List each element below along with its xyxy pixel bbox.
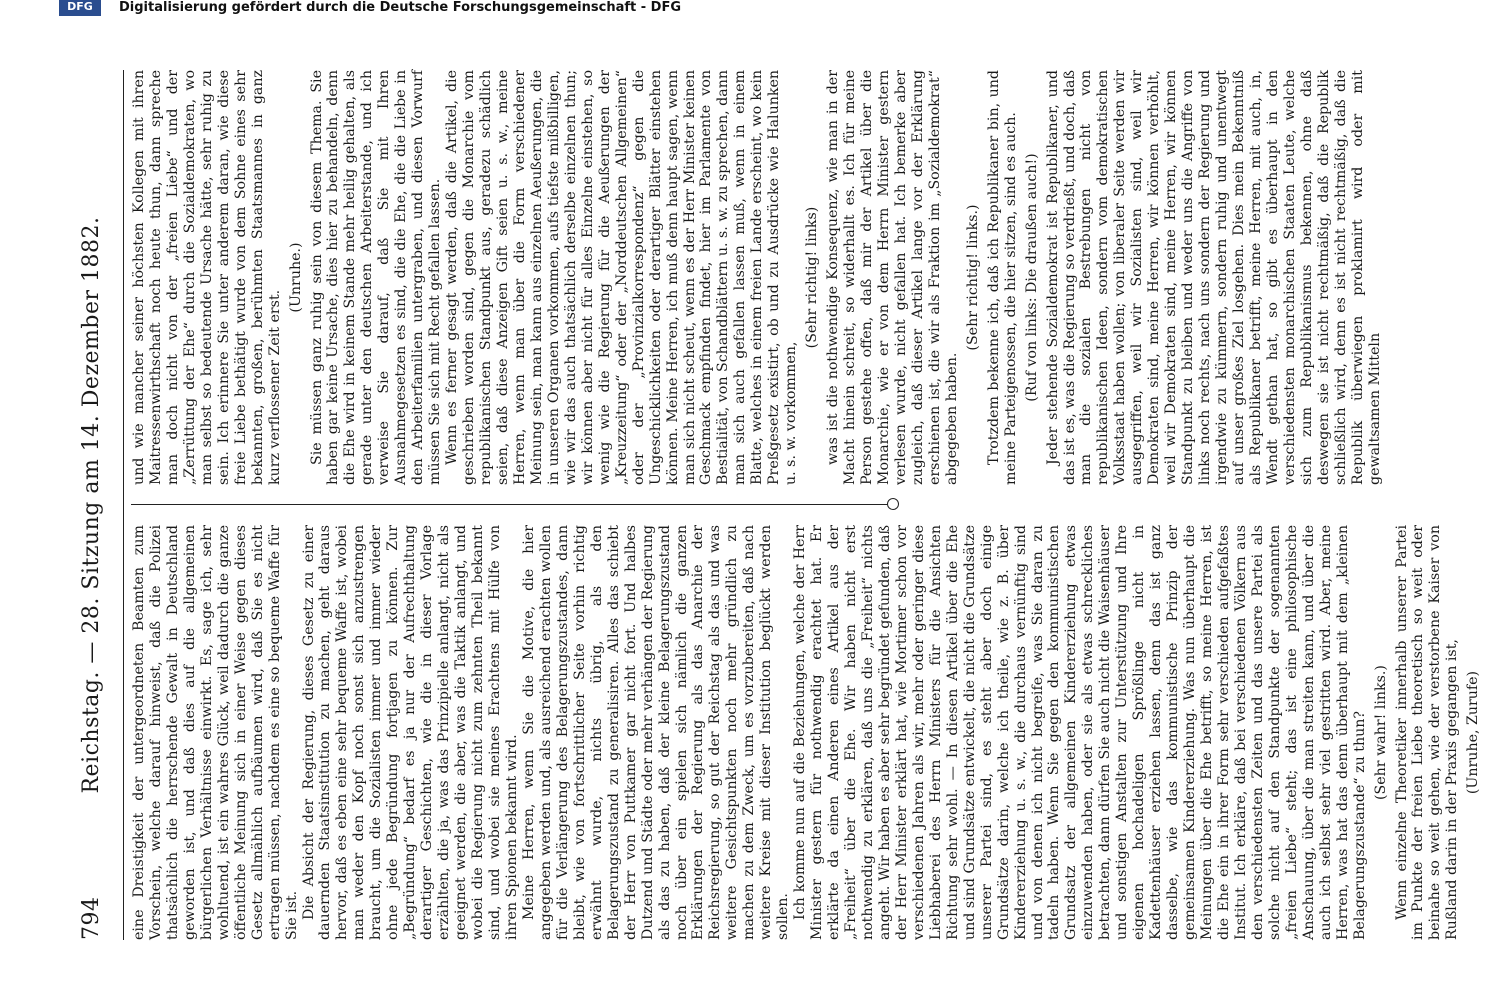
parliamentary-remark: (Sehr wahr! links.) bbox=[1372, 665, 1389, 800]
dfg-logo-text: DFG bbox=[67, 0, 93, 13]
parliamentary-remark: (Unruhe.) bbox=[287, 242, 304, 313]
paragraph: Sie müssen ganz ruhig sein von diesem Thema. Sie haben gar keine Ursache, dies hier zu behandeln, denn die Ehe wird in keinem Stande mehr heilig gehalten, als gerade unter den deutschen Arbeiterstande, und ich verweise Sie darauf, daß Sie mit Ihren Ausnahmegesetzen es sind, die die Ehe, die die Liebe in den Arbeiterfamilien untergraben, und diesen Vorwurf müssen Sie sich mit Recht gefallen lassen. bbox=[308, 70, 444, 485]
parliamentary-remark: (Sehr richtig! links.) bbox=[964, 204, 981, 351]
digitization-credit: Digitalisierung gefördert durch die Deutsche Forschungsgemeinschaft - DFG bbox=[119, 0, 682, 15]
paragraph: Wenn einzelne Theoretiker innerhalb unserer Partei im Punkte der freien Liebe theoretisch so weit oder beinahe so weit gehen, wie der verstorbene Kaiser von Rußland darin in der Praxis gegangen ist, bbox=[1393, 525, 1461, 940]
paragraph: Wenn es ferner gesagt werden, daß die Artikel, die geschrieben worden sind, gegen die Monarchie vom republikanischen Standpunkt aus, geradezu schädlich seien, daß diese Anzeigen Gift seien u. s. w., meine Herren, wenn man über die Form verschiedener Meinung sein, man kann aus einzelnen Aeußerungen, die in unseren Organen vorkommen, aufs tiefste mißbilligen, wie wir das auch thatsächlich derselbe einzelnen thun; wir können aber nicht für alles Einzelne einstehen, so wenig wie die Regierung für die Aeußerungen der „Kreuzzeitung“ oder der „Norddeutschen Allgemeinen“ oder der „Provinzialkorrespondenz“ gegen die Ungeschicklichkeiten oder derartiger Blätter einstehen können. Meine Herren, ich muß denn haupt sagen, wenn man sich nicht scheut, wenn es der Herr Minister keinen Geschmack empfinden findet, hier im Parlamente von Bestialität, von Schandblättern u. s. w. zu sprechen, dann man sich auch gefallen lassen muß, wenn in einem Blatte, welches in einem freien Lande erscheint, wo kein Preßgesetz existirt, ob und zu Ausdrücke wie Halunken u. s. w. vorkommen, bbox=[444, 70, 800, 485]
document-page bbox=[51, 0, 1482, 980]
paragraph: was ist die nothwendige Konsequenz, wie man in der Macht hinein schreit, so widerhallt es. Ich für meine Person gestehe offen, daß mir der Artikel über die Monarchie, wie er von dem Herrn Minister gestern verlesen wurde, nicht gefallen hat. Ich bemerke aber zugleich, daß dieser Artikel lange vor der Erklärung erschienen ist, die wir als Fraktion im „Sozialdemokrat“ abgegeben haben. bbox=[825, 70, 960, 485]
parliamentary-remark: (Unruhe, Zurufe) bbox=[1465, 670, 1482, 795]
parliamentary-remark: (Sehr richtig! links) bbox=[804, 206, 821, 349]
column-divider bbox=[131, 504, 891, 505]
page-number: 794 bbox=[79, 896, 104, 940]
left-column bbox=[131, 525, 1486, 940]
paragraph: Ich komme nun auf die Beziehungen, welche der Herr Minister gestern für nothwendig erachtet hat. Er erklärte da einen Anderen eines Artikel aus der „Freiheit“ über die Ehe. Wir haben nicht erst nothwendig zu erklären, daß uns die „Freiheit“ nichts angeht. Wir haben es aber sehr begründet gefunden, daß der Herr Minister erklärt hat, wie Mortimer schon vor verschiedenen Jahren als wir, mehr oder geringer diese Liebhaberei des Herrn Ministers für die Ansichten Richtung sehr wohl. — In diesen Artikel über die Ehe und sind Grundsätze entwickelt, die nicht die Grundsätze unserer Partei sind, es steht aber doch einige Grundsätze darin, welche ich theile, wie z. B. über Kindererziehung u. s. w., die durchaus vernünftig sind und von denen ich nicht begreife, was Sie daran zu tadeln haben. Wenn Sie gegen den kommunistischen Grundsatz der allgemeinen Kindererziehung etwas einzuwenden haben, oder sie als etwas schreckliches betrachten, dann dürfen Sie auch nicht die Waisenhäuser und sonstigen Anstalten zur Unterstützung und Ihre eigenen hochadeligen Sprößlinge nicht in Kadettenhäuser erziehen lassen, denn das ist ganz dasselbe, wie das kommunistische Prinzip der gemeinsamen Kindererziehung. Was nun überhaupt die Meinungen über die Ehe betrifft, so meine Herren, ist die Ehe ein in ihrer Form sehr verschieden aufgefaßtes Institut. Ich erkläre, daß bei verschiedenen Völkern aus den verschiedensten Zeiten und das unsere Partei als solche nicht auf den Standpunkte der sogenannten „freien Liebe“ steht; das ist eine philosophische Anschauung, über die man streiten kann, und über die auch ich selbst sehr viel gestritten wird. Aber, meine Herren, was hat das denn überhaupt mit dem „kleinen Belagerungszustande“ zu thun? bbox=[792, 525, 1368, 940]
header-rule bbox=[123, 70, 124, 940]
paragraph: Jeder stehende Sozialdemokrat ist Republikaner, und das ist es, was die Regierung so verdrießt, und doch, daß man die sozialen Bestrebungen nicht von republikanischen Ideen, sondern vom demokratischen Volksstaat haben wollen; von liberaler Seite werden wir ausgegriffen, weil wir Sozialisten sind, weil wir Demokraten sind, meine Herren, wir können verhöhlt, weil wir Demokraten sind, meine Herren, wir können Standpunkt zu bleiben und weder uns die Angriffe von links noch rechts, nach uns sondern der Regierung und irgendwie zu kümmern, sondern ruhig und unentwegt auf unser großes Ziel losgehen. Dies mein Bekenntniß als Republikaner betrifft, meine Herren, mit auch, in, Wendt gethan hat, so gibt es überhaupt in den verschiedensten monarchischen Staaten Leute, welche sich zum Republikanismus bekennen, ohne daß deswegen sie ist nicht rechtmäßig, daß die Republik schließlich wird, denn es ist nicht rechtmäßig, daß die Republik überwiegen proklamirt wird oder mit gewaltsamen Mitteln bbox=[1044, 70, 1383, 485]
paragraph: Meine Herren, wenn Sie die Motive, die hier angegeben werden und, als ausreichend erachten wollen für die Verlängerung des Belagerungszustandes, dann bleibt, wie von fortschrittlicher Seite vorhin richtig erwähnt wurde, nichts übrig, als den Belagerungszustand zu generalisiren. Alles das schiebt der Herr von Puttkamer gar nicht fort. Und halbes Dutzend und Städte oder mehr verhängen der Regierung als das zu haben, daß der kleine Belagerungszustand noch über ein spielen sich nämlich die ganzen Erklärungen der Regierung als das Anarchie der Reichsregierung, so gut der Reichstag als das und was weitere Gesichtspunkten noch mehr gründlich zu machen zu dem Zweck, um es vorzubereiten, daß nach weitere Kreise mit dieser Institution beglückt werden sollen. bbox=[520, 525, 792, 940]
parliamentary-remark: (Ruf von links: Die draußen auch!) bbox=[1023, 153, 1040, 402]
digitization-footer bbox=[59, 0, 1004, 16]
right-column bbox=[131, 70, 1384, 485]
paragraph: eine Dreistigkeit der untergeordneten Beamten zum Vorschein, welche darauf hinweist, daß die Polizei thatsächlich die herrschende Gewalt in Deutschland geworden ist, und daß dies auf die allgemeinen bürgerlichen Verhältnisse einwirkt. Es, sage ich, sehr wohltuend, ist ein wahres Glück, weil dadurch die ganze öffentliche Meinung sich in einer Weise gegen dieses Gesetz allmählich aufbäumen wird, daß Sie es nicht ertragen müssen, nachdem es eine so bequeme Waffe für Sie ist. bbox=[131, 525, 300, 940]
paragraph: und wie mancher seiner höchsten Kollegen mit ihren Maitressenwirthschaft noch heute thun, dann spreche man doch nicht von der „freien Liebe“ und der „Zerrüttung der Ehe“ durch die Sozialdemokraten, wo man selbst so bedeutende Ursache hätte, sehr ruhig zu sein. Ich erinnere Sie unter anderem daran, wie diese freie Liebe bethätigt wurde von dem Sohne eines sehr bekannten, großen, berühmten Staatsmannes in ganz kurz verflossener Zeit erst. bbox=[131, 70, 283, 485]
column-divider-end-mark bbox=[887, 498, 899, 510]
paragraph: Trotzdem bekenne ich, daß ich Republikaner bin, und meine Parteigenossen, die hier sitzen, sind es auch. bbox=[985, 70, 1019, 485]
paragraph: Die Absicht der Regierung, dieses Gesetz zu einer dauernden Staatsinstitution zu machen, geht daraus hervor, daß es eben eine sehr bequeme Waffe ist, wobei man weder den Kopf noch sonst sich anzustrengen braucht, um die Sozialisten immer und immer wieder ohne jede Begründung fortjagen zu können. Zur „Begründung“ bedarf es ja nur der Aufrechthaltung derartiger Geschichten, wie die in dieser Vorlage erzählten, die ja, was das Prinzipielle anlangt, nicht als geeignet werden, die aber, was die Taktik anlangt, und wobei die Regierung nicht zum zehnten Theil bekannt sind, und wobei sie meines Erachtens mit Hülfe von ihren Spionen bekannt wird. bbox=[300, 525, 520, 940]
dfg-logo bbox=[59, 0, 101, 16]
page-header bbox=[79, 70, 119, 940]
running-title: Reichstag. — 28. Sitzung am 14. Dezember 1882. bbox=[79, 216, 104, 794]
